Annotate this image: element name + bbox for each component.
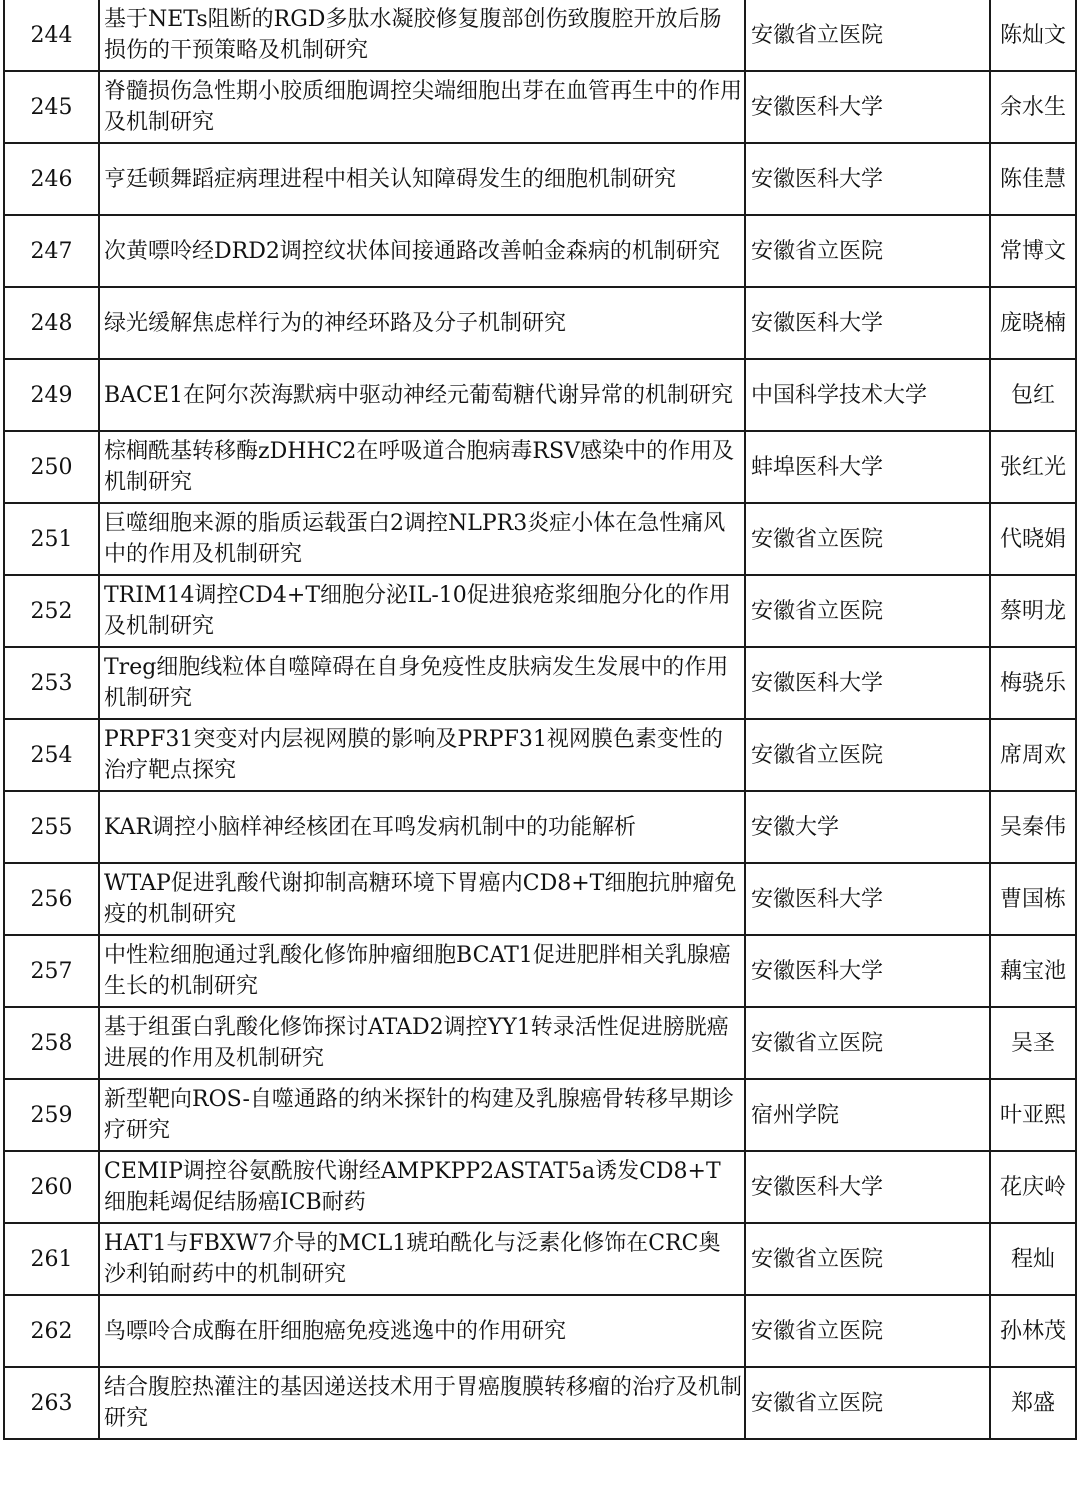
table-row <box>4 503 1076 575</box>
table-row <box>4 935 1076 1007</box>
institution: 中国科学技术大学 <box>745 359 990 431</box>
institution: 安徽医科大学 <box>745 935 990 1007</box>
project-title: WTAP促进乳酸代谢抑制高糖环境下胃癌内CD8+T细胞抗肿瘤免疫的机制研究 <box>99 863 745 935</box>
table-row <box>4 575 1076 647</box>
row-number: 249 <box>4 359 99 431</box>
institution: 安徽省立医院 <box>745 503 990 575</box>
table-row <box>4 0 1076 71</box>
institution: 安徽医科大学 <box>745 287 990 359</box>
project-title: 亨廷顿舞蹈症病理进程中相关认知障碍发生的细胞机制研究 <box>99 143 745 215</box>
table-row <box>4 1295 1076 1367</box>
table-row <box>4 791 1076 863</box>
principal-investigator: 陈佳慧 <box>990 143 1076 215</box>
project-title: TRIM14调控CD4+T细胞分泌IL-10促进狼疮浆细胞分化的作用及机制研究 <box>99 575 745 647</box>
project-list-table <box>3 0 1077 1440</box>
institution: 安徽省立医院 <box>745 719 990 791</box>
principal-investigator: 梅骁乐 <box>990 647 1076 719</box>
principal-investigator: 吴圣 <box>990 1007 1076 1079</box>
project-title: Treg细胞线粒体自噬障碍在自身免疫性皮肤病发生发展中的作用机制研究 <box>99 647 745 719</box>
project-title: 鸟嘌呤合成酶在肝细胞癌免疫逃逸中的作用研究 <box>99 1295 745 1367</box>
table-row <box>4 1367 1076 1439</box>
project-title: PRPF31突变对内层视网膜的影响及PRPF31视网膜色素变性的治疗靶点探究 <box>99 719 745 791</box>
row-number: 252 <box>4 575 99 647</box>
row-number: 251 <box>4 503 99 575</box>
table-row <box>4 719 1076 791</box>
project-title: 棕榈酰基转移酶zDHHC2在呼吸道合胞病毒RSV感染中的作用及机制研究 <box>99 431 745 503</box>
principal-investigator: 曹国栋 <box>990 863 1076 935</box>
table-row <box>4 1079 1076 1151</box>
row-number: 255 <box>4 791 99 863</box>
row-number: 254 <box>4 719 99 791</box>
institution: 安徽大学 <box>745 791 990 863</box>
project-title: 结合腹腔热灌注的基因递送技术用于胃癌腹膜转移瘤的治疗及机制研究 <box>99 1367 745 1439</box>
institution: 安徽省立医院 <box>745 1223 990 1295</box>
project-title: 新型靶向ROS-自噬通路的纳米探针的构建及乳腺癌骨转移早期诊疗研究 <box>99 1079 745 1151</box>
table-row <box>4 359 1076 431</box>
institution: 安徽省立医院 <box>745 0 990 71</box>
principal-investigator: 席周欢 <box>990 719 1076 791</box>
principal-investigator: 郑盛 <box>990 1367 1076 1439</box>
table-row <box>4 647 1076 719</box>
row-number: 245 <box>4 71 99 143</box>
row-number: 259 <box>4 1079 99 1151</box>
institution: 安徽医科大学 <box>745 863 990 935</box>
principal-investigator: 余水生 <box>990 71 1076 143</box>
project-title: 巨噬细胞来源的脂质运载蛋白2调控NLPR3炎症小体在急性痛风中的作用及机制研究 <box>99 503 745 575</box>
principal-investigator: 花庆岭 <box>990 1151 1076 1223</box>
row-number: 262 <box>4 1295 99 1367</box>
row-number: 263 <box>4 1367 99 1439</box>
institution: 安徽省立医院 <box>745 1367 990 1439</box>
principal-investigator: 吴秦伟 <box>990 791 1076 863</box>
table-row <box>4 143 1076 215</box>
row-number: 261 <box>4 1223 99 1295</box>
institution: 蚌埠医科大学 <box>745 431 990 503</box>
principal-investigator: 常博文 <box>990 215 1076 287</box>
institution: 安徽医科大学 <box>745 143 990 215</box>
project-title: CEMIP调控谷氨酰胺代谢经AMPKPP2ASTAT5a诱发CD8+T细胞耗竭促结肠癌ICB耐药 <box>99 1151 745 1223</box>
principal-investigator: 代晓娟 <box>990 503 1076 575</box>
institution: 安徽医科大学 <box>745 647 990 719</box>
project-title: BACE1在阿尔茨海默病中驱动神经元葡萄糖代谢异常的机制研究 <box>99 359 745 431</box>
principal-investigator: 叶亚熙 <box>990 1079 1076 1151</box>
institution: 安徽省立医院 <box>745 1295 990 1367</box>
table-row <box>4 1151 1076 1223</box>
table-row <box>4 431 1076 503</box>
principal-investigator: 包红 <box>990 359 1076 431</box>
principal-investigator: 蔡明龙 <box>990 575 1076 647</box>
institution: 安徽省立医院 <box>745 215 990 287</box>
row-number: 246 <box>4 143 99 215</box>
principal-investigator: 张红光 <box>990 431 1076 503</box>
project-title: 次黄嘌呤经DRD2调控纹状体间接通路改善帕金森病的机制研究 <box>99 215 745 287</box>
project-list-body <box>4 0 1076 1439</box>
principal-investigator: 藕宝池 <box>990 935 1076 1007</box>
project-title: 脊髓损伤急性期小胶质细胞调控尖端细胞出芽在血管再生中的作用及机制研究 <box>99 71 745 143</box>
principal-investigator: 庞晓楠 <box>990 287 1076 359</box>
row-number: 253 <box>4 647 99 719</box>
institution: 宿州学院 <box>745 1079 990 1151</box>
project-title: 基于NETs阻断的RGD多肽水凝胶修复腹部创伤致腹腔开放后肠损伤的干预策略及机制研究 <box>99 0 745 71</box>
table-row <box>4 863 1076 935</box>
project-title: HAT1与FBXW7介导的MCL1琥珀酰化与泛素化修饰在CRC奥沙利铂耐药中的机制研究 <box>99 1223 745 1295</box>
table-row <box>4 1223 1076 1295</box>
table-row <box>4 287 1076 359</box>
institution: 安徽医科大学 <box>745 71 990 143</box>
project-title: 中性粒细胞通过乳酸化修饰肿瘤细胞BCAT1促进肥胖相关乳腺癌生长的机制研究 <box>99 935 745 1007</box>
row-number: 247 <box>4 215 99 287</box>
row-number: 248 <box>4 287 99 359</box>
row-number: 256 <box>4 863 99 935</box>
row-number: 244 <box>4 0 99 71</box>
row-number: 260 <box>4 1151 99 1223</box>
institution: 安徽医科大学 <box>745 1151 990 1223</box>
row-number: 258 <box>4 1007 99 1079</box>
institution: 安徽省立医院 <box>745 1007 990 1079</box>
principal-investigator: 程灿 <box>990 1223 1076 1295</box>
principal-investigator: 孙林茂 <box>990 1295 1076 1367</box>
project-title: 基于组蛋白乳酸化修饰探讨ATAD2调控YY1转录活性促进膀胱癌进展的作用及机制研究 <box>99 1007 745 1079</box>
project-title: 绿光缓解焦虑样行为的神经环路及分子机制研究 <box>99 287 745 359</box>
table-row <box>4 215 1076 287</box>
row-number: 257 <box>4 935 99 1007</box>
principal-investigator: 陈灿文 <box>990 0 1076 71</box>
project-title: KAR调控小脑样神经核团在耳鸣发病机制中的功能解析 <box>99 791 745 863</box>
row-number: 250 <box>4 431 99 503</box>
table-row <box>4 1007 1076 1079</box>
institution: 安徽省立医院 <box>745 575 990 647</box>
table-row <box>4 71 1076 143</box>
